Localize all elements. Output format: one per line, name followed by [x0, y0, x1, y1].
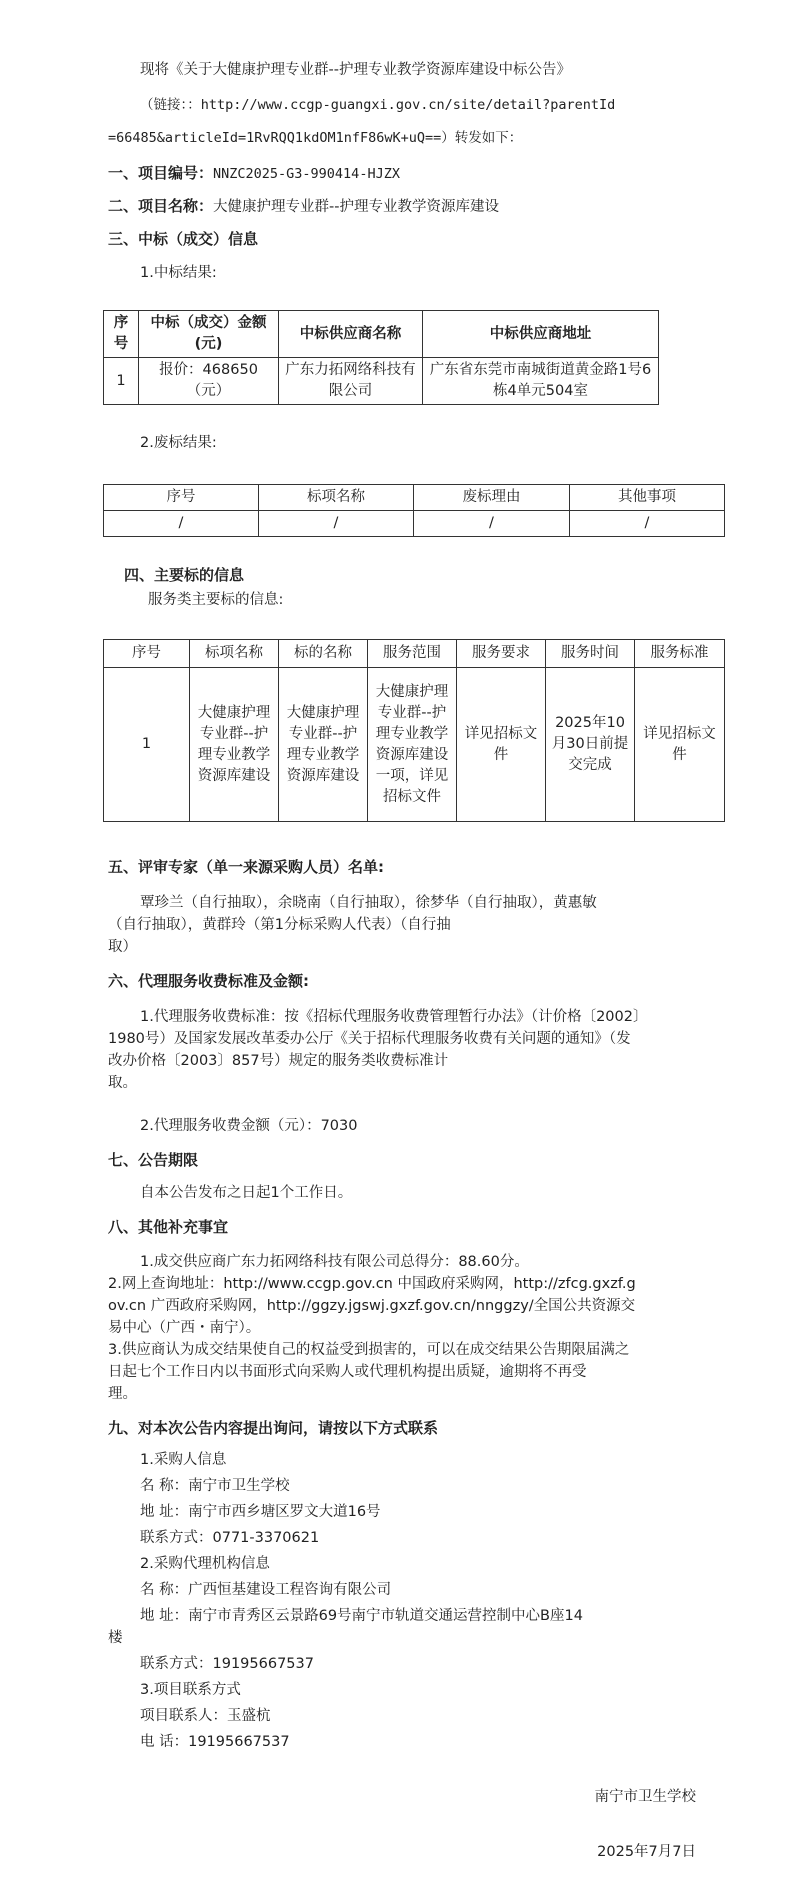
- table-cell: 1: [104, 358, 139, 405]
- table-header-row: [104, 640, 725, 668]
- project-name-value: 大健康护理专业群--护理专业教学资源库建设: [213, 199, 499, 215]
- win-result-label: 1.中标结果:: [140, 265, 217, 281]
- table-cell: /: [259, 511, 414, 537]
- table-cell: 广东力拓网络科技有限公司: [279, 358, 423, 405]
- agency-address-cont: 楼: [108, 1630, 123, 1646]
- table-cell: 2025年10月30日前提交完成: [546, 668, 635, 822]
- agency-name: 名 称：广西恒基建设工程咨询有限公司: [140, 1582, 392, 1598]
- project-number-label: 一、项目编号：: [108, 164, 214, 182]
- table-cell: 大健康护理专业群--护理专业教学资源库建设: [279, 668, 368, 822]
- fee-line-3: 改办价格〔2003〕857号）规定的服务类收费标准计: [108, 1053, 449, 1069]
- table-cell: /: [414, 511, 570, 537]
- period-text: 自本公告发布之日起1个工作日。: [140, 1185, 353, 1201]
- table-row: [104, 511, 725, 537]
- table-cell: 报价：468650（元）: [139, 358, 279, 405]
- table-row: [104, 668, 725, 822]
- table-cell: /: [104, 511, 259, 537]
- fee-line-1: 1.代理服务收费标准：按《招标代理服务收费管理暂行办法》（计价格〔2002〕: [140, 1009, 648, 1025]
- col-header: 服务范围: [368, 640, 457, 668]
- col-header: 其他事项: [570, 485, 725, 511]
- agency-heading: 2.采购代理机构信息: [140, 1556, 270, 1572]
- project-number: [108, 163, 400, 184]
- agency-address: 地 址：南宁市青秀区云景路69号南宁市轨道交通运营控制中心B座14: [140, 1608, 583, 1624]
- section-5-title: 五、评审专家（单一来源采购人员）名单:: [108, 858, 385, 876]
- experts-line-3: 取）: [108, 939, 137, 955]
- table-cell: 大健康护理专业群--护理专业教学资源库建设: [190, 668, 279, 822]
- col-header: 序号: [104, 485, 259, 511]
- fee-line-4: 取。: [108, 1075, 137, 1091]
- intro-line-1: 现将《关于大健康护理专业群--护理专业教学资源库建设中标公告》: [140, 62, 571, 78]
- table-header-row: [104, 311, 659, 358]
- col-header: 标项名称: [190, 640, 279, 668]
- col-header: 服务要求: [457, 640, 546, 668]
- project-number-value: NNZC2025-G3-990414-HJZX: [213, 166, 400, 182]
- other-line-6: 日起七个工作日内以书面形式向采购人或代理机构提出质疑，逾期将不再受: [108, 1364, 587, 1380]
- purchaser-address: 地 址：南宁市西乡塘区罗文大道16号: [140, 1504, 381, 1520]
- section-4-sub: 服务类主要标的信息:: [148, 592, 284, 608]
- project-name: [108, 196, 499, 217]
- col-header: 标的名称: [279, 640, 368, 668]
- void-result-table: [103, 484, 725, 537]
- purchaser-phone: 联系方式：0771-3370621: [140, 1530, 320, 1546]
- table-row: [104, 358, 659, 405]
- purchaser-heading: 1.采购人信息: [140, 1452, 227, 1468]
- col-header: 废标理由: [414, 485, 570, 511]
- col-header: 序号: [104, 311, 139, 358]
- other-line-7: 理。: [108, 1386, 137, 1402]
- fee-line-2: 1980号）及国家发展改革委办公厅《关于招标代理服务收费有关问题的通知》（发: [108, 1031, 631, 1047]
- other-line-3: ov.cn 广西政府采购网，http://ggzy.jgswj.gxzf.gov.cn/nnggzy/全国公共资源交: [108, 1298, 636, 1314]
- fee-amount: 2.代理服务收费金额（元）：7030: [140, 1118, 358, 1134]
- project-contact-phone: 电 话：19195667537: [140, 1734, 290, 1750]
- table-cell: 详见招标文件: [457, 668, 546, 822]
- other-line-1: 1.成交供应商广东力拓网络科技有限公司总得分：88.60分。: [140, 1254, 529, 1270]
- other-line-4: 易中心（广西・南宁）。: [108, 1320, 261, 1336]
- table-cell: 详见招标文件: [635, 668, 725, 822]
- table-cell: 大健康护理专业群--护理专业教学资源库建设一项，详见招标文件: [368, 668, 457, 822]
- table-cell: /: [570, 511, 725, 537]
- project-contact-person: 项目联系人：玉盛杭: [140, 1708, 271, 1724]
- agency-phone: 联系方式：19195667537: [140, 1656, 314, 1672]
- col-header: 标项名称: [259, 485, 414, 511]
- col-header: 中标供应商地址: [423, 311, 659, 358]
- service-subject-table: [103, 639, 725, 822]
- project-name-label: 二、项目名称：: [108, 197, 214, 215]
- other-line-2: 2.网上查询地址：http://www.ccgp.gov.cn 中国政府采购网，http://zfcg.gxzf.g: [108, 1276, 636, 1292]
- table-cell: 1: [104, 668, 190, 822]
- experts-line-2: （自行抽取），黄群玲（第1分标采购人代表）（自行抽: [108, 917, 451, 933]
- project-contact-heading: 3.项目联系方式: [140, 1682, 241, 1698]
- purchaser-name: 名 称：南宁市卫生学校: [140, 1478, 290, 1494]
- section-4-title: 四、主要标的信息: [124, 566, 245, 584]
- footer-date: 2025年7月7日: [597, 1844, 696, 1860]
- col-header: 服务时间: [546, 640, 635, 668]
- section-8-title: 八、其他补充事宜: [108, 1218, 229, 1236]
- col-header: 中标（成交）金额(元): [139, 311, 279, 358]
- section-7-title: 七、公告期限: [108, 1151, 199, 1169]
- table-cell: 广东省东莞市南城街道黄金路1号6栋4单元504室: [423, 358, 659, 405]
- intro-link-line[interactable]: （链接：：http://www.ccgp-guangxi.gov.cn/site/detail?parentId: [140, 97, 616, 113]
- col-header: 中标供应商名称: [279, 311, 423, 358]
- section-3-title: 三、中标（成交）信息: [108, 230, 259, 248]
- win-result-table: [103, 310, 659, 405]
- section-6-title: 六、代理服务收费标准及金额:: [108, 972, 309, 990]
- intro-link-line-cont[interactable]: =66485&articleId=1RvRQQ1kdOM1nfF86wK+uQ==）转发如下：: [108, 130, 523, 146]
- col-header: 服务标准: [635, 640, 725, 668]
- table-header-row: [104, 485, 725, 511]
- other-line-5: 3.供应商认为成交结果使自己的权益受到损害的，可以在成交结果公告期限届满之: [108, 1342, 630, 1358]
- col-header: 序号: [104, 640, 190, 668]
- footer-org: 南宁市卫生学校: [594, 1789, 696, 1805]
- section-9-title: 九、对本次公告内容提出询问，请按以下方式联系: [108, 1419, 439, 1437]
- void-result-label: 2.废标结果:: [140, 435, 217, 451]
- experts-line-1: 覃珍兰（自行抽取），余晓南（自行抽取），徐梦华（自行抽取），黄惠敏: [140, 895, 597, 911]
